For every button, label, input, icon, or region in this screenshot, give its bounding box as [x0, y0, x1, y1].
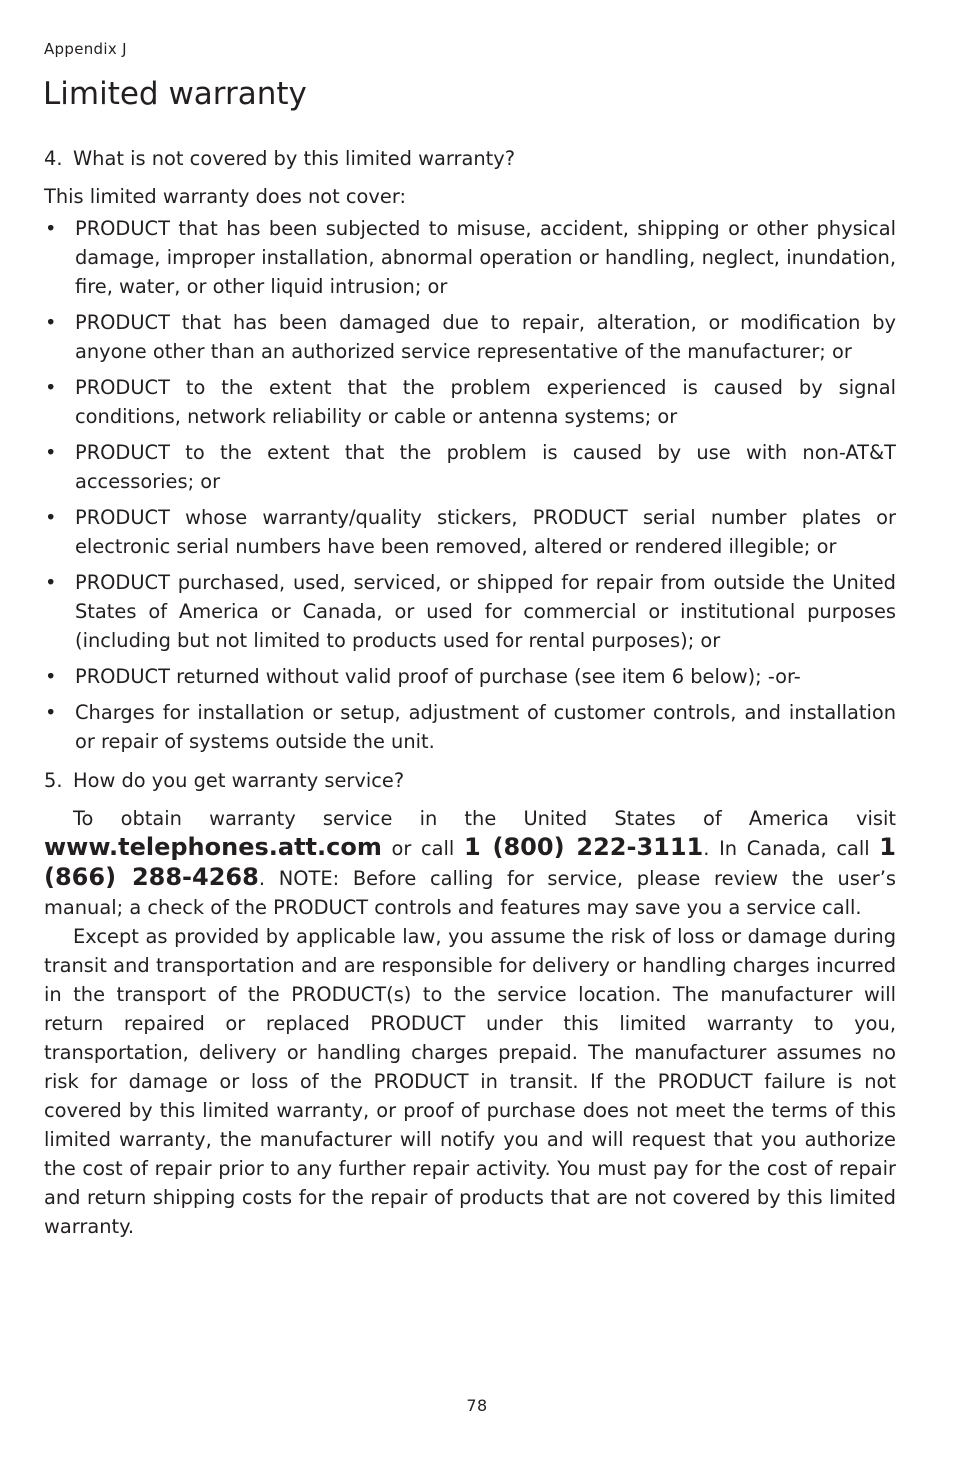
list-item-text: PRODUCT whose warranty/quality stickers, PRODUCT serial number plates or electronic serial numbers have been removed, altered or rendered illegible; or [75, 506, 896, 558]
list-item-text: PRODUCT that has been damaged due to repair, alteration, or modification by anyone other than an authorized service representative of the manufacturer; or [75, 311, 896, 363]
not-covered-list [44, 214, 896, 756]
canada-phone-number: 1 (866) 288-4268 [44, 833, 896, 891]
bullet-icon: • [45, 665, 57, 688]
list-item [44, 308, 896, 366]
list-item [44, 662, 896, 691]
service-contact-paragraph [44, 804, 896, 922]
list-item [44, 698, 896, 756]
list-item [44, 503, 896, 561]
bullet-icon: • [45, 571, 57, 594]
list-item-text: PRODUCT returned without valid proof of purchase (see item 6 below); -or- [75, 665, 801, 688]
list-item-text: PRODUCT to the extent that the problem is caused by use with non-AT&T accessories; or [75, 441, 896, 493]
transport-risk-paragraph: Except as provided by applicable law, you assume the risk of loss or damage during transit and transportation and are responsible for delivery or handling charges incurred in the transport of the PRODUCT(s) to the service location. The manufacturer will return repaired or replaced PRODUCT under this limited warranty to you, transportation, delivery or handling charges prepaid. The manufacturer assumes no risk for damage or loss of the PRODUCT in transit. If the PRODUCT failure is not covered by this limited warranty, or proof of purchase does not meet the terms of this limited warranty, the manufacturer will notify you and will request that you authorize the cost of repair prior to any further repair activity. You must pay for the cost of repair and return shipping costs for the repair of products that are not covered by this limited warranty. [44, 925, 896, 1238]
list-item-text: PRODUCT to the extent that the problem experienced is caused by signal conditions, network reliability or cable or antenna systems; or [75, 376, 896, 428]
section-4-question [44, 144, 896, 173]
warranty-content [44, 144, 896, 1241]
appendix-label: Appendix J [44, 40, 127, 58]
list-item [44, 438, 896, 496]
service-text-b: or call [381, 837, 464, 860]
list-item-text: PRODUCT purchased, used, serviced, or shipped for repair from outside the United States of America or Canada, or used for commercial or institutional purposes (including but not limited to products used for rental purposes); or [75, 571, 896, 652]
bullet-icon: • [45, 376, 57, 399]
list-item [44, 568, 896, 655]
list-item [44, 373, 896, 431]
service-text-d: . NOTE: Before calling for service, please review the user’s manual; a check of the PRODUCT controls and features may save you a service call. [44, 867, 897, 919]
bullet-icon: • [45, 441, 57, 464]
website-link[interactable]: www.telephones.att.com [44, 833, 382, 861]
section-5-question-text: How do you get warranty service? [73, 769, 405, 792]
section-5-question [44, 766, 896, 795]
service-text-a: To obtain warranty service in the United States of America visit [73, 807, 896, 830]
page-number: 78 [466, 1396, 488, 1415]
bullet-icon: • [45, 506, 57, 529]
section-4-question-text: What is not covered by this limited warranty? [73, 147, 515, 170]
list-item [44, 214, 896, 301]
section-4-intro: This limited warranty does not cover: [44, 185, 406, 208]
section-4-number: 4. [44, 147, 63, 170]
list-item-text: PRODUCT that has been subjected to misuse, accident, shipping or other physical damage, improper installation, abnormal operation or handling, neglect, inundation, fire, water, or other liquid intrusion; or [75, 217, 896, 298]
list-item-text: Charges for installation or setup, adjustment of customer controls, and installation or repair of systems outside the unit. [75, 701, 896, 753]
us-phone-number: 1 (800) 222-3111 [463, 833, 704, 861]
bullet-icon: • [45, 701, 57, 724]
service-text-c: . In Canada, call [703, 837, 880, 860]
page-title: Limited warranty [43, 76, 307, 112]
section-5-number: 5. [44, 769, 63, 792]
bullet-icon: • [45, 217, 57, 240]
bullet-icon: • [45, 311, 57, 334]
